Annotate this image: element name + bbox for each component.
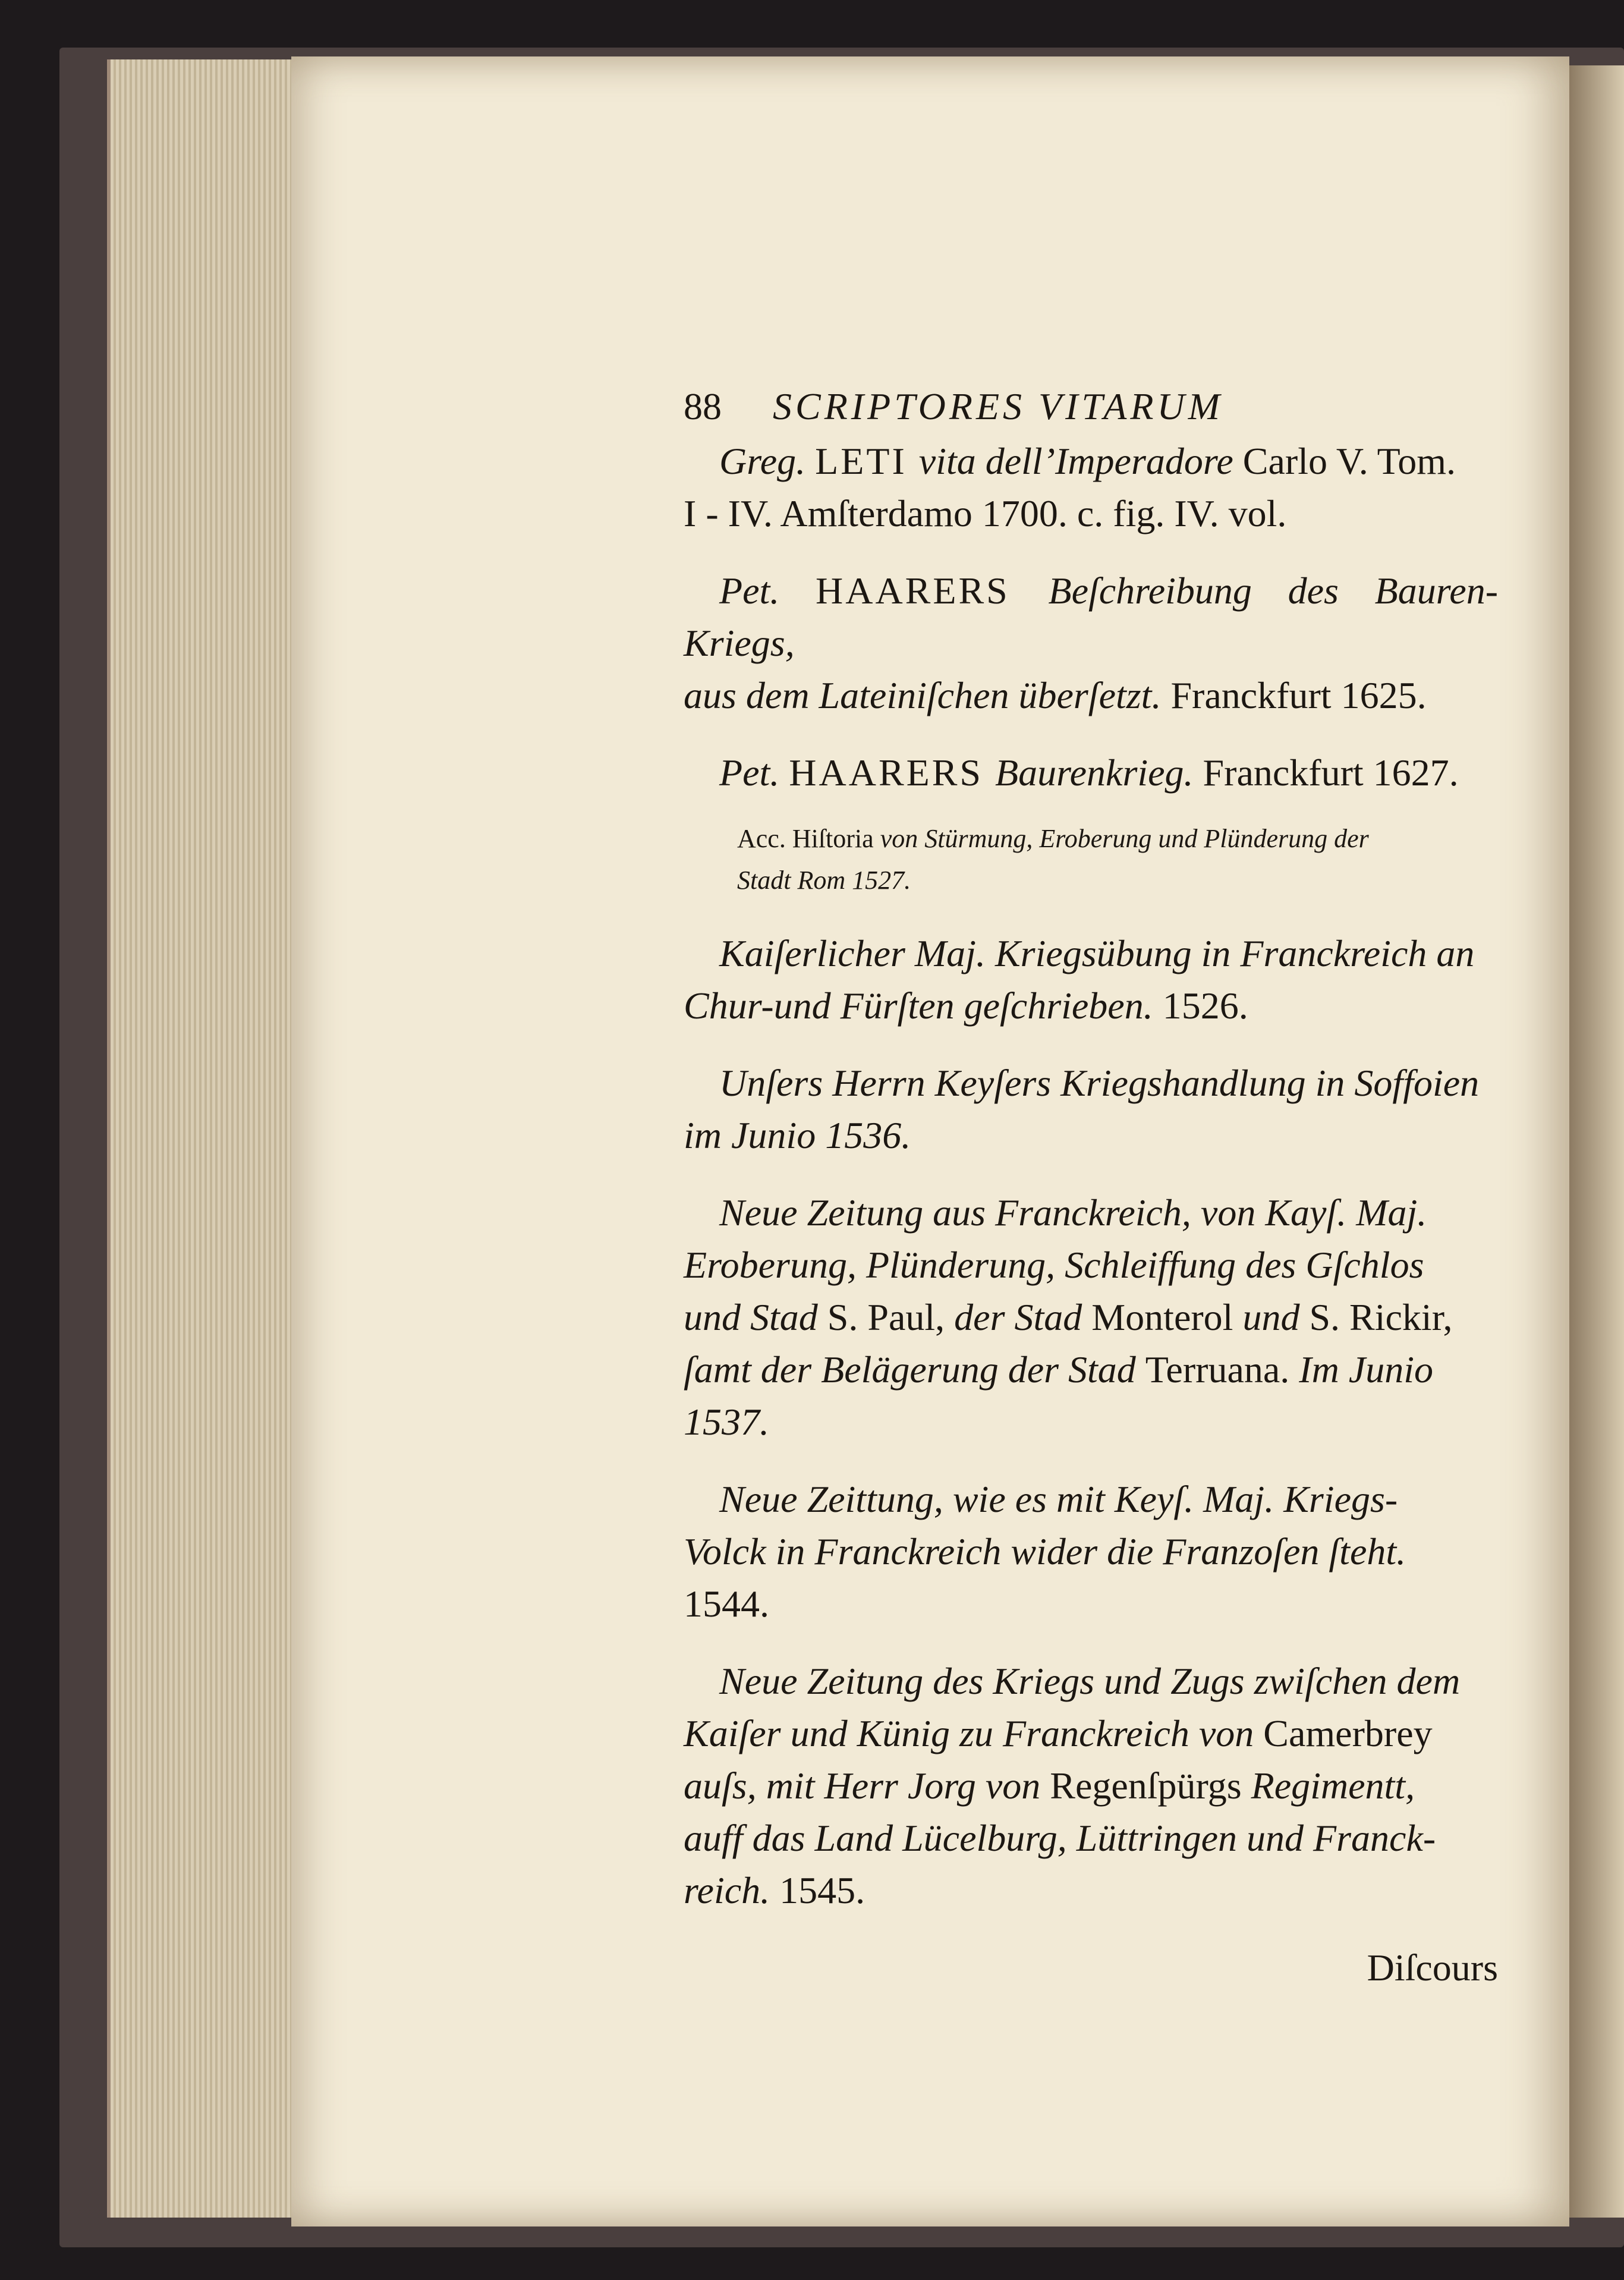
text-segment: Unſers Herrn Keyſers Kriegshandlung in Soffoien	[719, 1062, 1480, 1104]
entry-line	[684, 1109, 1498, 1162]
entry-line	[684, 1812, 1498, 1864]
entry-line	[684, 980, 1498, 1032]
facing-page-edge	[1569, 65, 1624, 2218]
entry-line	[684, 1057, 1498, 1109]
text-segment: HAARERS	[816, 570, 1049, 612]
text-segment: Im Junio	[1299, 1348, 1433, 1391]
text-segment: Greg.	[719, 440, 816, 482]
bibliography-entry	[684, 1473, 1498, 1630]
text-segment: der Stad	[954, 1296, 1092, 1338]
text-segment: Kaiſerlicher Maj. Kriegsübung in Franckreich an	[719, 932, 1475, 974]
text-segment: Camerbrey	[1263, 1712, 1433, 1754]
entry-line	[684, 435, 1498, 488]
text-segment: vita dell’Imperadore	[918, 440, 1243, 482]
page-text	[684, 380, 1498, 1994]
catchword: Diſcours	[1367, 1946, 1498, 1989]
text-segment: Acc. Hiſtoria	[737, 824, 880, 853]
text-segment: und Stad	[684, 1296, 827, 1338]
text-segment: reich.	[684, 1869, 780, 1911]
text-segment: HAARERS	[789, 751, 995, 794]
entry-line	[684, 747, 1498, 799]
text-segment: LETI	[815, 440, 919, 482]
bibliography-entry	[684, 747, 1498, 799]
text-segment: auff das Land Lücelburg, Lüttringen und Franck-	[684, 1817, 1436, 1859]
text-segment: Chur-und Fürſten geſchrieben.	[684, 985, 1163, 1027]
running-head	[684, 380, 1498, 433]
text-segment: Carlo V. Tom.	[1242, 440, 1456, 482]
entry-line	[684, 488, 1498, 540]
bibliography-entry	[684, 565, 1498, 722]
bibliography-entry	[684, 435, 1498, 540]
text-segment: Regenſpürgs	[1050, 1765, 1251, 1807]
entry-line	[684, 1396, 1498, 1448]
text-segment: aus dem Lateiniſchen überſetzt.	[684, 674, 1171, 716]
text-segment: S. Paul,	[827, 1296, 955, 1338]
text-segment: und	[1242, 1296, 1310, 1338]
entry-line	[684, 927, 1498, 980]
bibliography-entry	[684, 927, 1498, 1032]
text-segment: auſs, mit Herr Jorg von	[684, 1765, 1050, 1807]
entry-line	[684, 1707, 1498, 1760]
text-segment: Pet.	[719, 570, 816, 612]
entry-line	[684, 1291, 1498, 1344]
text-segment: 1545.	[779, 1869, 865, 1911]
text-segment: Pet.	[719, 751, 789, 794]
entry-line	[684, 1187, 1498, 1239]
text-segment: Baurenkrieg.	[995, 751, 1203, 794]
text-segment: ſamt der Belägerung der Stad	[684, 1348, 1145, 1391]
text-segment: Beſchreibung des Bauren-Kriegs,	[684, 570, 1498, 664]
text-segment: Eroberung, Plünderung, Schleiffung des Gſchlos	[684, 1244, 1424, 1286]
text-segment: S. Rickir,	[1309, 1296, 1453, 1338]
text-segment: Terruana.	[1145, 1348, 1299, 1391]
text-segment: 1537.	[684, 1401, 769, 1443]
entry-line	[684, 1760, 1498, 1812]
entry-note	[737, 818, 1498, 901]
text-segment: Neue Zeitung des Kriegs und Zugs zwiſchen dem	[719, 1660, 1461, 1702]
text-segment: 1544.	[684, 1583, 769, 1625]
entry-line	[684, 1239, 1498, 1291]
entry-line	[737, 818, 1498, 860]
text-segment: Regimentt,	[1251, 1765, 1415, 1807]
text-segment: im Junio 1536.	[684, 1114, 911, 1156]
text-segment: Kaiſer und Künig zu Franckreich von	[684, 1712, 1264, 1754]
entry-line	[684, 669, 1498, 722]
entry-line	[737, 860, 1498, 901]
text-segment: Volck in Franckreich wider die Franzoſen ſteht.	[684, 1530, 1406, 1573]
text-segment: Franckfurt 1627.	[1203, 751, 1459, 794]
bibliography-entry	[684, 1655, 1498, 1917]
entry-line	[684, 565, 1498, 669]
entry-line	[684, 1655, 1498, 1707]
text-segment: Franckfurt 1625.	[1170, 674, 1427, 716]
bibliography-entry	[684, 1057, 1498, 1162]
entry-line	[684, 1473, 1498, 1526]
page-number: 88	[684, 385, 722, 427]
bibliography-entry	[684, 1187, 1498, 1448]
page-edges	[107, 59, 301, 2218]
entry-line	[684, 1526, 1498, 1578]
text-segment: Neue Zeitung aus Franckreich, von Kayſ. Maj.	[719, 1191, 1427, 1234]
entry-line	[684, 1864, 1498, 1917]
text-segment: I - IV. Amſterdamo 1700. c. fig. IV. vol.	[684, 492, 1287, 534]
text-segment: Neue Zeittung, wie es mit Keyſ. Maj. Kriegs-	[719, 1478, 1398, 1520]
text-segment: 1526.	[1162, 985, 1248, 1027]
entry-line	[684, 1344, 1498, 1396]
running-title: SCRIPTORES VITARUM	[773, 385, 1223, 427]
text-segment: von Stürmung, Eroberung und Plünderung der	[880, 824, 1369, 853]
text-segment: Monterol	[1091, 1296, 1243, 1338]
bibliography-entries	[684, 435, 1498, 1917]
entry-line	[684, 1578, 1498, 1630]
text-segment: Stadt Rom 1527.	[737, 866, 911, 895]
